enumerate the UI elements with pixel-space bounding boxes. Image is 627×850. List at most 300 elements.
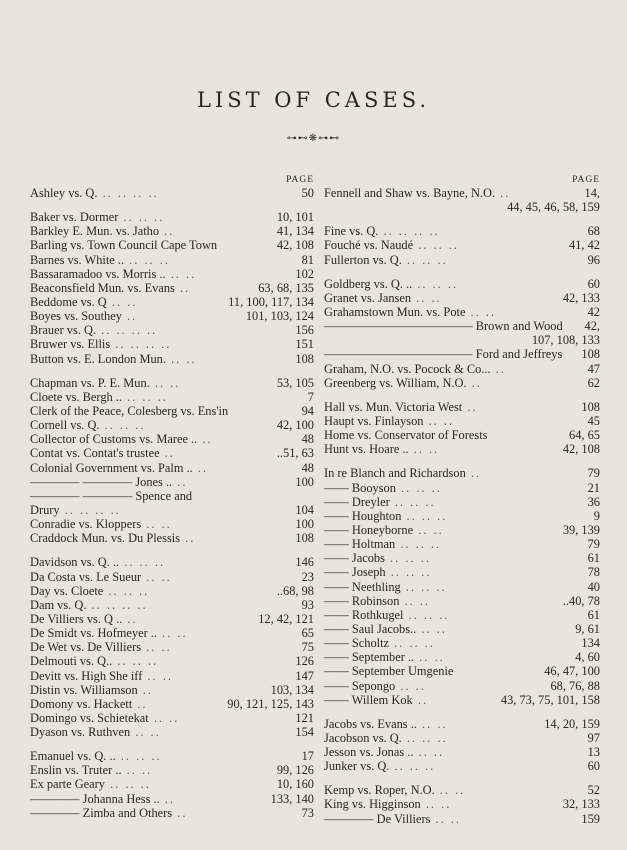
case-name [30,584,149,598]
section-gap [324,456,600,466]
case-entry [324,224,600,238]
section-gap [324,390,600,400]
case-entry [30,186,314,200]
case-title: —— Dreyler [324,494,390,509]
case-pages: 40 [587,579,600,594]
case-name [324,797,451,811]
leader-dots: .. .. [395,678,426,693]
section-gap [30,545,314,555]
leader-dots: .. .. .. .. [96,323,158,338]
page-title: LIST OF CASES. [196,88,431,112]
case-name [30,337,171,351]
case-pages: 121 [295,710,314,725]
case-title: Day vs. Cloete [30,583,104,598]
case-entry [30,404,314,418]
section-gap [30,739,314,749]
case-pages: ..51, 63 [276,446,314,461]
case-title: Beddome vs. Q [30,294,107,309]
case-title: Barkley E. Mun. vs. Jatho [30,224,160,239]
leader-dots: .. .. [157,626,188,641]
case-entry [30,669,314,683]
case-entry [30,224,314,238]
case-name [30,763,152,777]
case-name [30,749,162,763]
case-title: Fouché vs. Naudé [324,238,414,253]
case-name [324,717,448,731]
case-name [324,428,487,442]
case-entry [324,362,600,376]
case-entry [324,428,600,442]
case-name [30,376,180,390]
case-name [324,362,506,376]
section-gap [324,267,600,277]
case-pages: 46, 47, 100 [544,664,600,679]
case-title: Chapman vs. P. E. Mun. [30,375,150,390]
case-title: Hunt vs. Hoare .. [324,442,409,457]
leader-dots: .. .. .. [112,654,159,669]
case-entry [30,711,314,725]
case-title: Jesson vs. Jonas .. [324,745,414,760]
case-entry [30,337,314,351]
leader-dots: .. [172,474,188,489]
case-pages: 147 [295,668,314,683]
case-pages: ..40, 78 [562,593,600,608]
case-name [324,414,454,428]
case-name [324,186,510,200]
case-title: Cloete vs. Bergh .. [30,389,123,404]
case-title: Bruwer vs. Ellis [30,337,111,352]
case-title: Junker vs. Q. [324,759,390,774]
case-entry [30,376,314,390]
case-pages: 146 [295,555,314,570]
leader-dots: .. .. .. [124,252,170,267]
case-name [324,376,482,390]
leader-dots: .. .. .. [395,537,442,552]
case-name [324,509,447,523]
case-title: Goldberg vs. Q. .. [324,276,413,291]
leader-dots: .. .. .. .. [110,337,172,352]
case-entry [324,636,600,650]
case-entry [324,797,600,811]
case-entry [30,418,314,432]
case-name [30,792,175,806]
case-name [324,481,442,495]
leader-dots: .. .. [142,668,173,683]
case-name [324,650,445,664]
leader-dots: .. .. .. [401,252,448,267]
leader-dots: .. .. .. [118,210,165,225]
case-name [30,697,148,711]
case-name [324,347,562,361]
case-pages: 108 [295,531,314,546]
case-entry [324,745,600,759]
case-entry [30,584,314,598]
case-name [324,608,449,622]
case-title: —— Rothkugel [324,607,404,622]
case-entry [324,253,600,267]
case-entry [324,305,600,319]
case-entry [324,783,600,797]
case-entry [30,640,314,654]
leader-dots: .. .. [416,621,447,636]
case-name [30,309,137,323]
section-gap [30,200,314,210]
case-title: Domony vs. Hackett [30,696,133,711]
leader-dots: .. .. [121,763,153,778]
case-pages: 43, 73, 75, 101, 158 [500,692,600,707]
case-name [30,432,213,446]
case-entry [324,495,600,509]
leader-dots: .. .. .. [389,636,435,651]
case-title: Brauer vs. Q. [30,323,97,338]
leader-dots: .. [462,399,478,414]
case-name [30,503,121,517]
case-pages: 4, 60 [575,650,600,665]
case-name [324,565,432,579]
case-pages: 9, 61 [575,621,600,636]
case-pages: 45 [587,413,600,428]
case-name [324,636,435,650]
leader-dots: .. .. [413,745,445,760]
case-pages: 73 [301,805,314,820]
case-entry [30,503,314,517]
case-name [30,404,228,418]
case-name [324,238,459,252]
case-name [324,523,444,537]
case-pages: 159 [581,811,600,826]
case-pages: 100 [295,517,314,532]
leader-dots: .. .. .. [119,555,166,570]
case-name [30,267,196,281]
case-entry [324,650,600,664]
case-pages: 64, 65 [569,428,600,443]
case-title: Greenberg vs. William, N.O. [324,375,467,390]
case-pages: 50 [301,186,314,200]
case-name [324,291,442,305]
case-pages: 68, 76, 88 [550,678,600,693]
case-pages: 61 [587,551,600,566]
leader-dots: .. .. [141,569,172,584]
case-title: Colonial Government vs. Palm .. [30,460,193,475]
case-name [30,517,172,531]
case-entry [30,461,314,475]
case-name [324,594,430,608]
leader-dots: .. .. .. [412,276,459,291]
case-title: King vs. Higginson [324,797,421,812]
case-pages: 13 [587,745,600,760]
case-title: —— Neethling [324,579,401,594]
case-pages: 68 [587,224,600,239]
leader-dots: .. .. .. [401,730,448,745]
case-pages: 10, 160 [276,777,314,792]
case-name [324,319,563,333]
case-name [324,731,448,745]
case-title: —— Booyson [324,480,396,495]
case-entry [30,598,314,612]
case-entry [30,432,314,446]
case-pages: 99, 126 [276,763,314,778]
case-entry [324,594,600,608]
leader-dots: .. .. .. .. [378,224,440,239]
case-pages: 94 [301,403,314,418]
case-name [30,725,161,739]
case-title: Dyason vs. Ruthven [30,725,131,740]
case-entry [324,551,600,565]
case-list-right [324,186,600,826]
case-pages: 97 [587,730,600,745]
case-entry [30,238,314,252]
case-entry [30,267,314,281]
case-pages: 61 [587,607,600,622]
case-name [30,253,170,267]
case-name [30,224,174,238]
case-pages: 102 [295,266,314,281]
leader-dots: .. .. .. [115,749,162,764]
case-pages: 23 [301,569,314,584]
section-gap [324,773,600,783]
case-title: Fennell and Shaw vs. Bayne, N.O. [324,186,496,200]
case-title: ———— Zimba and Others [30,805,173,820]
case-pages: 133, 140 [270,791,314,806]
case-name [30,612,138,626]
case-name [324,745,444,759]
section-gap [324,214,600,224]
leader-dots: .. [132,696,148,711]
case-title: Home vs. Conservator of Forests [324,428,488,443]
case-entry [324,200,600,214]
case-title: De Villiers vs. Q .. [30,611,123,626]
case-pages: 75 [301,640,314,655]
leader-dots: .. .. [416,716,448,731]
case-title: Haupt vs. Finlayson [324,413,424,428]
case-name [30,806,187,820]
leader-dots: .. .. .. [385,565,432,580]
case-pages: 90, 121, 125, 143 [227,696,314,711]
case-name [30,418,145,432]
case-name [324,622,447,636]
case-title: Da Costa vs. Le Sueur [30,569,142,584]
case-entry [30,555,314,569]
case-pages: 81 [301,252,314,267]
case-entry [324,319,600,333]
case-name [324,224,440,238]
leader-dots: .. .. [149,375,181,390]
case-name [30,475,187,489]
leader-dots: .. .. [423,413,455,428]
case-title: ———————————— Brown and Wood [324,319,563,334]
case-title: Craddock Mun. vs. Du Plessis [30,531,181,546]
case-title: Drury [30,502,60,517]
case-pages: 42, 100 [276,418,314,433]
leader-dots: .. [180,531,196,546]
leader-dots: .. .. .. [389,494,436,509]
leader-dots: .. .. .. [384,551,431,566]
case-title: Distin vs. Williamson [30,682,138,697]
case-title: Ex parte Geary [30,777,105,792]
case-name [30,461,208,475]
case-name [30,295,137,309]
case-entry [30,725,314,739]
case-title: Grahamstown Mun. vs. Pote [324,304,466,319]
case-entry [30,570,314,584]
case-pages: 14, [584,186,600,200]
case-pages: 103, 134 [270,682,314,697]
case-name [30,281,190,295]
leader-dots: .. .. [408,442,440,457]
case-pages: 48 [301,460,314,475]
case-title: —— Joseph [324,565,386,580]
case-title: In re Blanch and Richardson [324,466,466,481]
leader-dots: .. .. .. [403,607,450,622]
case-title: ———— ———— Jones .. [30,474,173,489]
case-title: De Smidt vs. Hofmeyer .. [30,626,157,641]
case-title: Boyes vs. Southey [30,309,122,324]
section-gap [324,707,600,717]
case-pages: 48 [301,432,314,447]
case-name [30,238,217,252]
case-pages: 101, 103, 124 [245,309,314,324]
case-name [324,580,447,594]
case-name [30,654,158,668]
case-pages: 42, 108 [276,238,314,253]
leader-dots: .. [495,186,511,200]
case-entry [324,466,600,480]
case-title: ———— ———— Spence and [30,488,193,503]
case-pages: 52 [587,783,600,798]
leader-dots: .. .. .. .. [86,597,148,612]
case-entry [30,281,314,295]
case-name [324,466,481,480]
case-name [30,390,168,404]
case-name [324,783,465,797]
case-entry [30,352,314,366]
case-name [30,711,179,725]
case-title: Enslin vs. Truter .. [30,763,122,778]
case-title: Granet vs. Jansen [324,290,412,305]
case-name [30,669,173,683]
case-title: —— September .. [324,650,415,665]
leader-dots: .. .. .. [105,777,151,792]
case-entry [30,531,314,545]
case-entry [30,475,314,489]
case-entry [324,693,600,707]
case-entry [324,812,600,826]
leader-dots: .. [465,466,482,481]
case-pages: 21 [587,480,600,495]
case-pages-continued: 107, 108, 133 [531,333,600,348]
case-name [324,693,428,707]
case-title: Kemp vs. Roper, N.O. [324,783,435,798]
leader-dots: .. [197,432,213,447]
case-entry [324,608,600,622]
leader-dots: .. .. [165,351,197,366]
case-name [30,323,157,337]
case-name [324,442,439,456]
case-pages: 12, 42, 121 [258,611,314,626]
case-title: Delmouti vs. Q.. [30,654,113,669]
case-pages: 60 [587,276,600,291]
case-entry [30,489,314,503]
case-pages: 65 [301,626,314,641]
leader-dots: .. .. .. .. [59,502,121,517]
case-pages: 108 [581,399,600,414]
case-title: —— Scholtz [324,636,390,651]
leader-dots: .. .. [148,710,180,725]
case-title: —— Honeyborne [324,522,414,537]
case-name [324,551,431,565]
case-entry [30,612,314,626]
case-title: Fine vs. Q. [324,224,379,239]
case-pages: 60 [587,759,600,774]
leader-dots: .. .. .. [122,389,168,404]
case-name [30,777,151,791]
case-pages: 134 [581,636,600,651]
case-entry [324,414,600,428]
leader-dots: .. .. [465,304,497,319]
leader-dots: .. .. .. [103,583,150,598]
leader-dots: .. [159,791,176,806]
leader-dots: .. [137,682,153,697]
leader-dots: .. [159,224,175,239]
case-title: Beaconsfield Mun. vs. Evans [30,280,175,295]
case-title: ———— De Villiers [324,811,431,826]
leader-dots: .. [174,280,191,295]
case-pages: 108 [295,351,314,366]
leader-dots: .. [172,805,188,820]
leader-dots: .. .. [430,811,461,826]
page-column-header: PAGE [286,175,314,185]
leader-dots: .. .. [106,294,138,309]
case-name [30,555,165,569]
leader-dots: .. .. .. [395,480,442,495]
case-pages: 41, 42 [569,238,600,253]
case-pages: 7 [307,389,314,404]
cases-column-left [30,174,314,820]
leader-dots: .. [122,611,138,626]
case-name [324,664,453,678]
leader-dots: .. .. .. [401,508,448,523]
case-title: Jacobson vs. Q. [324,730,402,745]
leader-dots: .. [121,309,138,324]
leader-dots: .. .. [413,522,444,537]
case-entry [30,323,314,337]
case-name [30,570,172,584]
case-title: Emanuel vs. Q. .. [30,749,116,764]
case-title: Davidson vs. Q. .. [30,555,120,570]
case-title: Cornell vs. Q. [30,418,100,433]
leader-dots: .. .. .. .. [97,186,159,200]
case-pages: 42, 133 [562,290,600,305]
case-title: Clerk of the Peace, Colesberg vs. Ens'in [30,403,229,418]
case-entry [324,509,600,523]
case-pages: 10, 101 [276,210,314,225]
case-pages: 63, 68, 135 [258,280,314,295]
case-pages: 41, 134 [276,224,314,239]
ornament-divider: ⊶⊷❋⊶⊷ [286,133,341,144]
case-pages: 79 [587,537,600,552]
case-pages: 11, 100, 117, 134 [228,294,314,309]
case-title: —— Holtman [324,537,396,552]
case-title: Dam vs. Q. [30,597,87,612]
case-name [30,186,159,200]
case-pages: 78 [587,565,600,580]
cases-column-right [324,174,600,826]
leader-dots: .. .. .. [99,418,146,433]
case-pages: 42, [584,319,600,334]
case-entry [324,277,600,291]
case-entry [324,376,600,390]
case-entry [324,481,600,495]
